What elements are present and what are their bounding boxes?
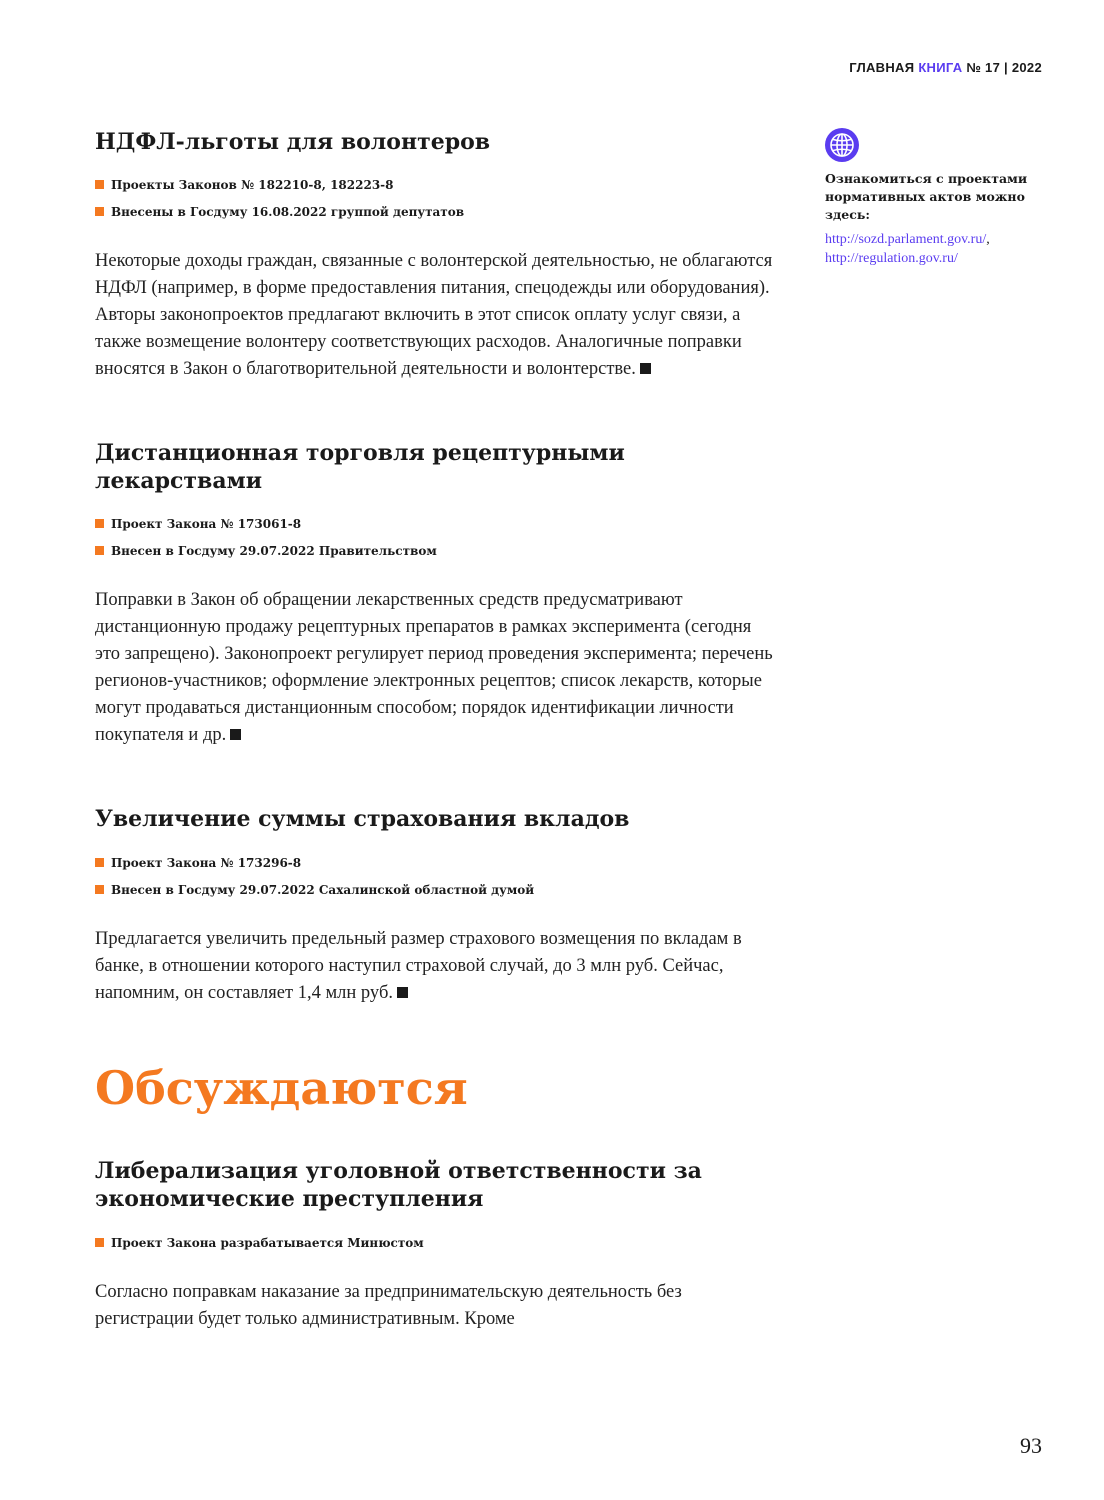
section-title: Обсуждаются (95, 1060, 468, 1115)
article-deposit-insurance (95, 805, 775, 1006)
article-body: Поправки в Закон об обращении лекарственных средств предусматривают дистанционную продажу рецептурных препаратов в рамках эксперимента (сегодня это запрещено). Законопроект регулирует период проведения эксперимента; перечень регионов-участников; оформление электронных рецептов; список лекарств, которые могут продаваться дистанционным способом; порядок идентификации личности покупателя и др. (95, 590, 773, 746)
square-bullet-icon (95, 858, 104, 867)
sidebar-text: Ознакомиться с проектами нормативных актов можно здесь: (825, 171, 1028, 222)
article-remote-drug-sales (95, 439, 775, 749)
square-bullet-icon (95, 519, 104, 528)
meta-item: Проект Закона № 173061-8 (95, 511, 775, 538)
end-mark-icon (640, 363, 651, 374)
article-economic-crimes (95, 1157, 775, 1332)
square-bullet-icon (95, 207, 104, 216)
meta-item: Внесены в Госдуму 16.08.2022 группой депутатов (95, 199, 775, 226)
meta-item: Внесен в Госдуму 29.07.2022 Сахалинской областной думой (95, 877, 775, 904)
main-column (95, 128, 775, 1389)
issue-number: № 17 | 2022 (966, 60, 1042, 75)
meta-item: Проект Закона разрабатывается Минюстом (95, 1230, 775, 1257)
masthead (849, 60, 1042, 75)
meta-item: Внесен в Госдуму 29.07.2022 Правительством (95, 538, 775, 565)
article-meta (95, 850, 775, 904)
sidebar-note (825, 128, 1055, 268)
article-title: НДФЛ-льготы для волонтеров (95, 129, 491, 155)
meta-item: Проект Закона № 173296-8 (95, 850, 775, 877)
article-title: Дистанционная торговля рецептурными лекарствами (95, 440, 625, 495)
page-number: 93 (1020, 1433, 1042, 1458)
article-body: Некоторые доходы граждан, связанные с волонтерской деятельностью, не облагаются НДФЛ (например, в форме предоставления питания, спецодежды или оборудования). Авторы законопроектов предлагают включить в этот список оплату услуг связи, а также возмещение волонтеру соответствующих расходов. Аналогичные поправки вносятся в Закон о благотворительной деятельности и волонтерстве. (95, 251, 773, 380)
article-meta (95, 511, 775, 565)
link-regulation[interactable]: http://regulation.gov.ru/ (825, 251, 958, 266)
article-body: Согласно поправкам наказание за предпринимательскую деятельность без регистрации будет только административным. Кроме (95, 1281, 682, 1329)
link-separator: , (986, 232, 990, 247)
end-mark-icon (397, 987, 408, 998)
end-mark-icon (230, 729, 241, 740)
square-bullet-icon (95, 180, 104, 189)
brand-main: ГЛАВНАЯ (849, 60, 915, 75)
article-ndfl-volunteers (95, 128, 775, 383)
brand-accent: КНИГА (918, 60, 963, 75)
link-sozd[interactable]: http://sozd.parlament.gov.ru/ (825, 232, 987, 247)
article-meta (95, 1230, 775, 1257)
article-title: Увеличение суммы страхования вкладов (95, 806, 630, 833)
article-title: Либерализация уголовной ответственности за экономические преступления (95, 1158, 702, 1213)
square-bullet-icon (95, 546, 104, 555)
square-bullet-icon (95, 1238, 104, 1247)
globe-icon (825, 128, 859, 162)
article-body: Предлагается увеличить предельный размер страхового возмещения по вкладам в банке, в отношении которого наступил страховой случай, до 3 млн руб. Сейчас, напомним, он составляет 1,4 млн руб. (95, 928, 742, 1003)
meta-item: Проекты Законов № 182210-8, 182223-8 (95, 172, 775, 199)
square-bullet-icon (95, 885, 104, 894)
sidebar-links (825, 230, 1055, 268)
article-meta (95, 172, 775, 226)
